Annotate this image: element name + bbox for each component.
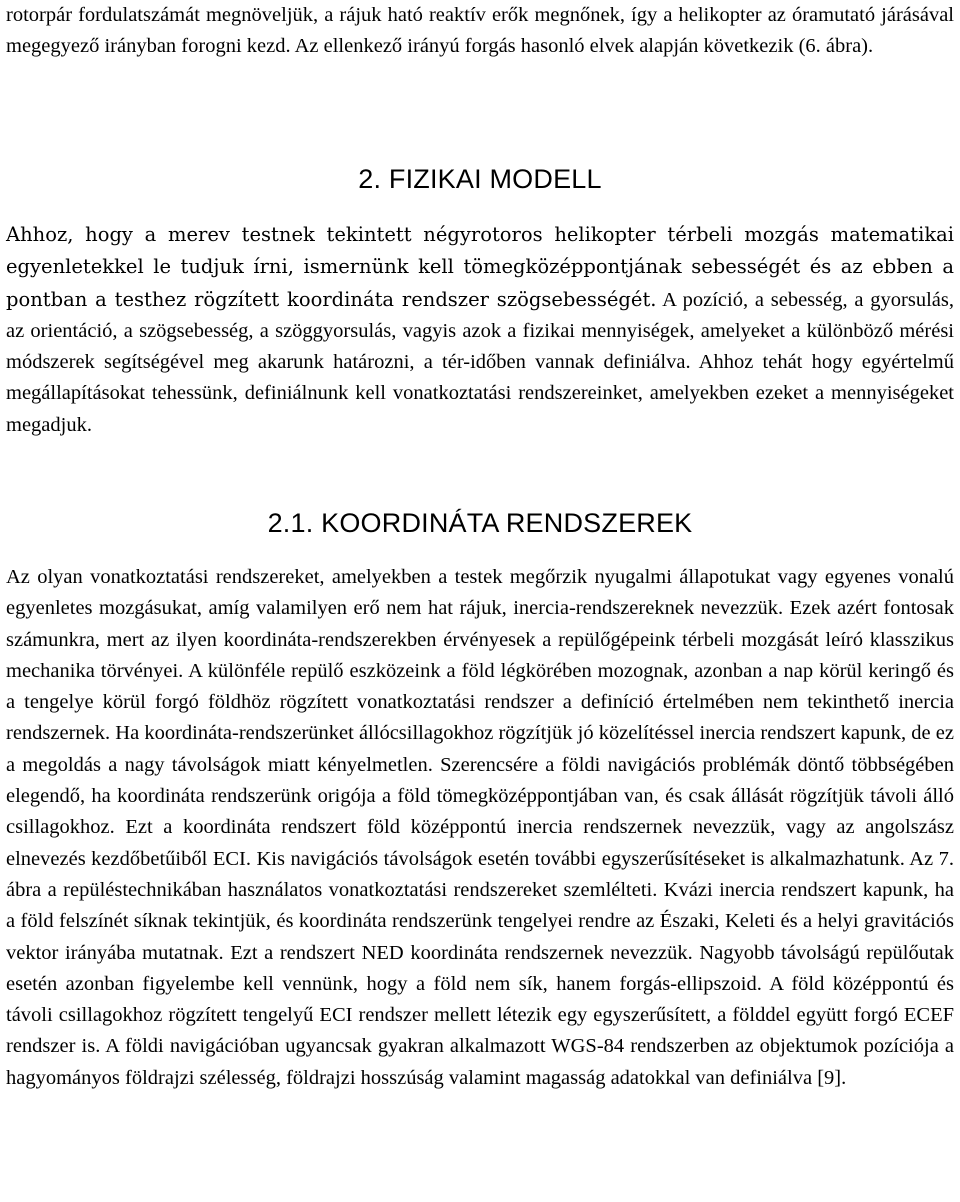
paragraph-koordinata-rendszerek: Az olyan vonatkoztatási rendszereket, amelyekben a testek megőrzik nyugalmi állapotukat vagy egyenes vonalú egyenletes mozgásukat, amíg valamilyen erő nem hat rájuk, inercia-rendszereknek nevezzük. Ezek azért fontosak számunkra, mert az ilyen koordináta-rendszerekben érvényesek a repülőgépeink térbeli mozgását leíró klasszikus mechanika törvényei. A különféle repülő eszközeink a föld légkörében mozognak, azonban a nap körül keringő és a tengelye körül forgó földhöz rögzített vonatkoztatási rendszer a definíció értelmében nem tekinthető inercia rendszernek. Ha koordináta-rendszerünket állócsillagokhoz rögzítjük jó közelítéssel inercia rendszert kapunk, de ez a megoldás a nagy távolságok miatt kényelmetlen. Szerencsére a földi navigációs problémák döntő többségében elegendő, ha koordináta rendszerünk origója a föld tömegközéppontjában van, és csak állását rögzítjük távoli álló csillagokhoz. Ezt a koordináta rendszert föld középpontú inercia rendszernek nevezzük, vagy az angolszász elnevezés kezdőbetűiből ECI. Kis navigációs távolságok esetén további egyszerűsítéseket is alkalmazhatunk. Az 7. ábra a repüléstechnikában használatos vonatkoztatási rendszereket szemlélteti. Kvázi inercia rendszert kapunk, ha a föld felszínét síknak tekintjük, és koordináta rendszerünk tengelyei rendre az Északi, Keleti és a helyi gravitációs vektor irányába mutatnak. Ezt a rendszert NED koordináta rendszernek nevezzük. Nagyobb távolságú repülőutak esetén azonban figyelembe kell vennünk, hogy a föld nem sík, hanem forgás-ellipszoid. A föld középpontú és távoli csillagokhoz rögzített tengelyű ECI rendszer mellett létezik egy egyszerűsített, a földdel együtt forgó ECEF rendszer is. A földi navigációban ugyancsak gyakran alkalmazott WGS-84 rendszerben az objektumok pozíciója a hagyományos földrajzi szélesség, földrajzi hosszúság valamint magasság adatokkal van definiálva [9]. bbox=[6, 566, 954, 1089]
section-heading-fizikai-modell: 2. FIZIKAI MODELL bbox=[358, 164, 602, 194]
paragraph-fizikai-modell-part3: Ahhoz tehát hogy egyértelmű megállapításokat tehessünk, definiálnunk kell vonatkoztatási rendszereinket, amelyekben ezeket a mennyiségeket megadjuk. bbox=[6, 351, 955, 436]
paragraph-fizikai-modell-part1: Ahhoz, hogy a merev testnek tekintett négyrotoros helikopter térbeli mozgás matematikai egyenletekkel le tudjuk írni, ismernünk kell tömegközéppontjának sebességét és az ebben a pontban a testhez rögzített koordináta rendszer szögsebességét. bbox=[6, 223, 954, 311]
top-paragraph: rotorpár fordulatszámát megnöveljük, a rájuk ható reaktív erők megnőnek, így a helikopter az óramutató járásával megegyező irányban forogni kezd. Az ellenkező irányú forgás hasonló elvek alapján következik (6. ábra). bbox=[6, 4, 954, 58]
paragraph-fizikai-modell bbox=[6, 219, 954, 441]
paragraph-fizikai-modell-part2: A pozíció, a sebesség, a gyorsulás, az orientáció, a szögsebesség, a szöggyorsulás, vagyis azok a fizikai mennyiségek, amelyeket a különböző mérési módszerek segítségével meg akarunk határozni, a tér-időben vannak definiálva. bbox=[6, 288, 954, 374]
section-heading-koordinata-rendszerek: 2.1. KOORDINÁTA RENDSZEREK bbox=[267, 508, 693, 538]
